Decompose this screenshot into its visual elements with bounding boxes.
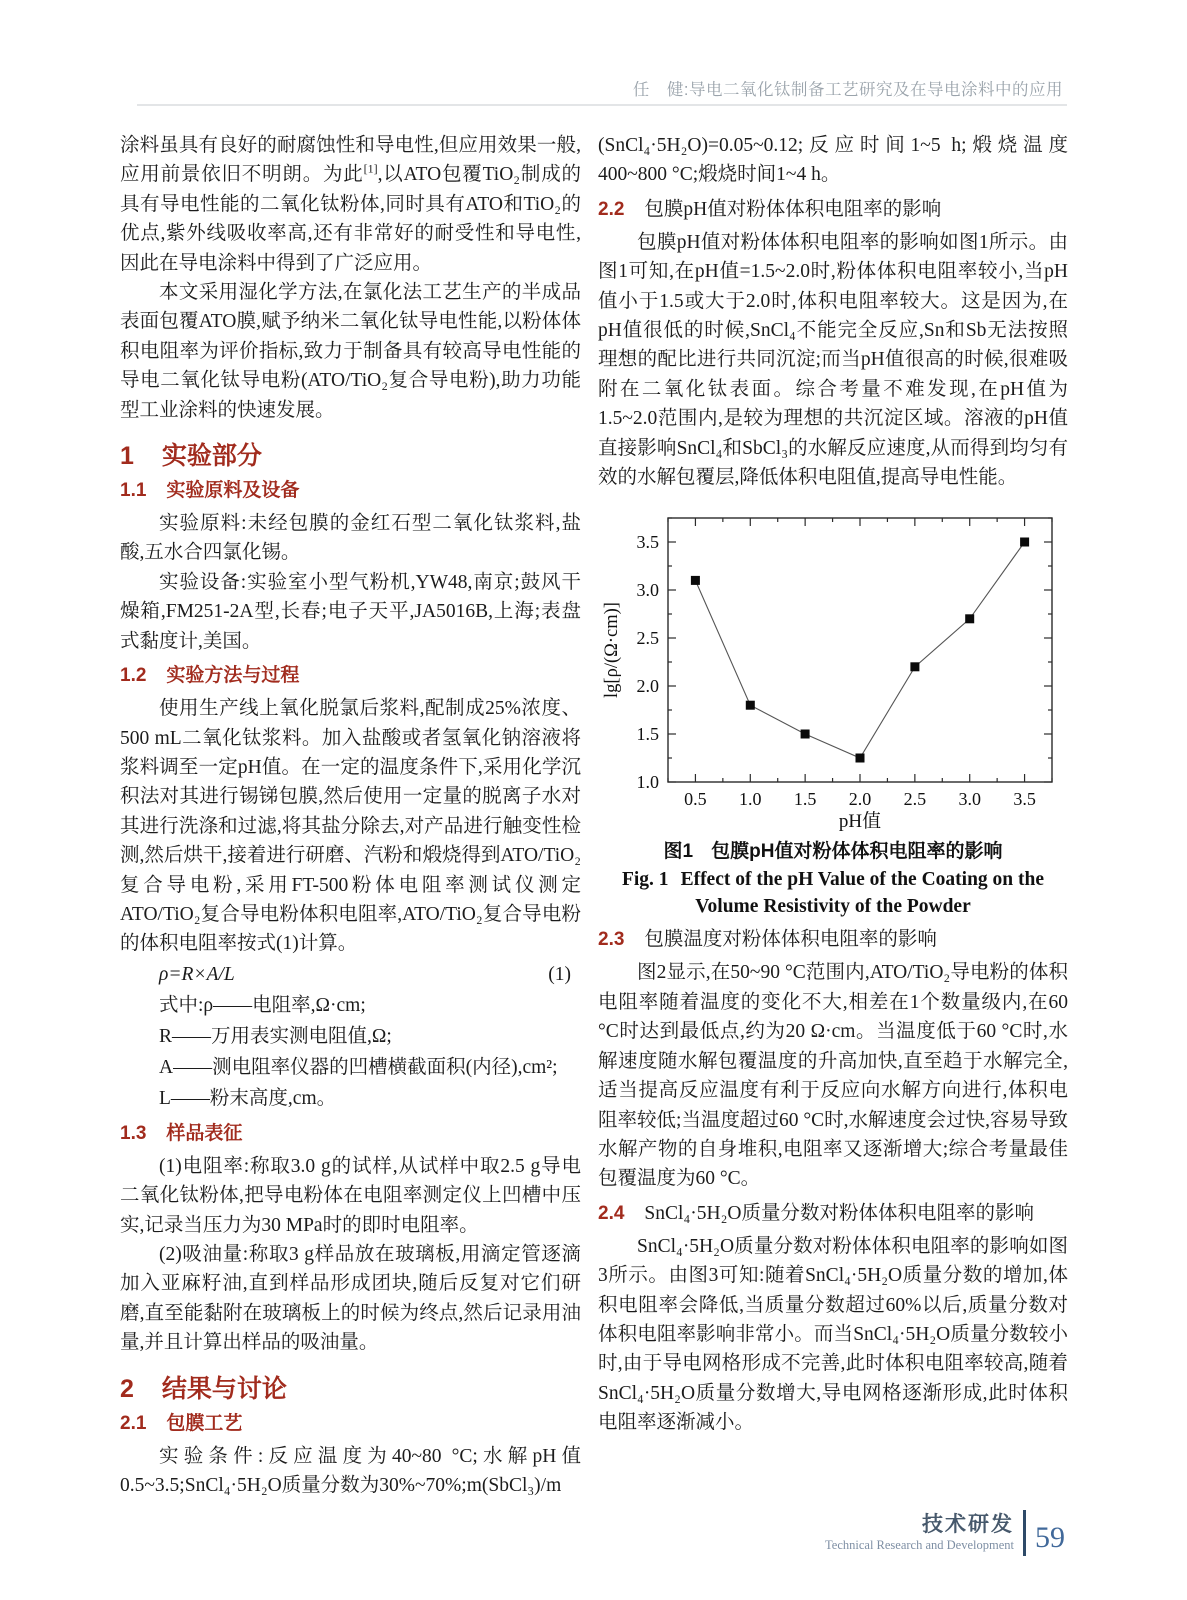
figure-1 [598,504,1068,920]
paragraph: 实验原料:未经包膜的金红石型二氧化钛浆料,盐酸,五水合四氯化锡。 [120,513,581,564]
running-title: 任 健:导电二氧化钛制备工艺研究及在导电涂料中的应用 [632,81,1063,99]
paragraph: 使用生产线上氧化脱氯后浆料,配制成25%浓度、500 mL二氧化钛浆料。加入盐酸或者氢氧化钠溶液将浆料调至一定pH值。在一定的温度条件下,采用化学沉积法对其进行锡锑包膜,然后使用一定量的脱离子水对其进行洗涤和过滤,将其盐分除去,对产品进行触变性检测,然后烘干,接着进行研磨、汽粉和煅烧得到ATO/TiO₂复合导电粉,采用FT-500粉体电阻率测试仪测定ATO/TiO₂复合导电粉体积电阻率,ATO/TiO₂复合导电粉的体积电阻率按式(1)计算。 [120,698,581,955]
svg-text:2.0: 2.0 [636,676,659,697]
section-title: 实验部分 [161,442,262,471]
header-rule [137,104,1067,106]
svg-text:1.0: 1.0 [636,772,659,793]
svg-text:1.5: 1.5 [636,724,659,745]
svg-text:lg[ρ/(Ω·cm)]: lg[ρ/(Ω·cm)] [602,602,622,699]
equation-where-a: A——测电阻率仪器的凹槽横截面积(内径),cm²; [159,1056,558,1078]
intro-paragraph-1 [120,131,581,278]
section-number: 2.4 [598,1202,625,1224]
equation-1 [120,959,581,990]
section-1-2-heading [120,663,581,689]
left-column [120,131,581,1500]
intro-p1-text: 涂料虽具有良好的耐腐蚀性和导电性,但应用效果一般,应用前景依旧不明朗。为此 [120,135,581,186]
svg-text:3.0: 3.0 [636,580,659,601]
intro-paragraph-2: 本文采用湿化学方法,在氯化法工艺生产的半成品表面包覆ATO膜,赋予纳米二氧化钛导电性能,以粉体体积电阻率为评价指标,致力于制备具有较高导电性能的导电二氧化钛导电粉(ATO/TiO₂复合导电粉),助力功能型工业涂料的快速发展。 [120,282,581,421]
footer-label-en: Technical Research and Development [825,1538,1014,1552]
section-title: 实验原料及设备 [166,480,300,502]
section-title: SnCl₄·5H₂O质量分数对粉体体积电阻率的影响 [644,1202,1034,1224]
svg-text:2.0: 2.0 [848,789,872,810]
paragraph: (1)电阻率:称取3.0 g的试样,从试样中取2.5 g导电二氧化钛粉体,把导电粉体在电阻率测定仪上凹槽中压实,记录当压力为30 MPa时的即时电阻率。 [120,1155,581,1236]
paragraph: 图2显示,在50~90 °C范围内,ATO/TiO₂导电粉的体积电阻率随着温度的变化不大,相差在1个数量级内,在60 °C时达到最低点,约为20 Ω·cm。当温度低于60 °C时,水解速度随水解包覆温度的升高加快,直至趋于水解完全,适当提高反应温度有利于反应向水解方向进行,体积电阻率较低;当温度超过60 °C时,水解速度会过快,容易导致水解产物的自身堆积,电阻率又逐渐增大;综合考量最佳包覆温度为60 °C。 [598,962,1068,1190]
equation-where-rho: 式中:ρ——电阻率,Ω·cm; [159,994,366,1016]
figure-label: Fig. 1 [621,869,669,891]
section-number: 1.3 [120,1122,147,1144]
svg-text:1.0: 1.0 [739,789,762,810]
page-number: 59 [1035,1521,1065,1554]
page-content [120,131,1068,1500]
svg-text:2.5: 2.5 [903,789,927,810]
section-title: 包膜温度对粉体体积电阻率的影响 [644,929,937,951]
section-2-4-heading [598,1201,1068,1227]
section-number: 2 [120,1374,134,1403]
section-number: 2.3 [598,929,625,951]
figure1-caption-zh [598,836,1068,863]
figure-label: 图1 [663,841,694,863]
paragraph: SnCl₄·5H₂O质量分数对粉体体积电阻率的影响如图3所示。由图3可知:随着SnCl₄·5H₂O质量分数的增加,体积电阻率会降低,当质量分数超过60%以后,质量分数对体积电阻率影响非常小。而当SnCl₄·5H₂O质量分数较小时,由于导电网格形成不完善,此时体积电阻率较高,随着SnCl₄·5H₂O质量分数增大,导电网格逐渐形成,此时体积电阻率逐渐减小。 [598,1235,1068,1434]
section-number: 1.1 [120,480,147,502]
section-title: 样品表征 [166,1122,243,1144]
paragraph: (2)吸油量:称取3 g样品放在玻璃板,用滴定管逐滴加入亚麻籽油,直到样品形成团块,随后反复对它们研磨,直至能黏附在玻璃板上的时候为终点,然后记录用油量,并且计算出样品的吸油量。 [120,1243,581,1354]
section-title: 实验方法与过程 [166,665,300,687]
section-2-heading [120,1374,581,1404]
svg-text:2.5: 2.5 [636,628,659,649]
equation-tag: (1) [548,963,571,985]
equation-expression: ρ=R×A/L [159,963,235,985]
section-2-2-heading [598,197,1068,223]
svg-text:1.5: 1.5 [793,789,817,810]
figure-caption-text: 包膜pH值对粉体体积电阻率的影响 [711,841,1003,863]
svg-text:3.5: 3.5 [636,532,659,553]
paragraph: 实验条件:反应温度为40~80 °C;水解pH值0.5~3.5;SnCl₄·5H₂O质量分数为30%~70%;m(SbCl₃)/m [120,1445,581,1496]
svg-text:3.5: 3.5 [1013,789,1036,810]
section-number: 1 [120,442,134,471]
footer-divider-bar [1023,1510,1026,1556]
section-number: 1.2 [120,665,147,687]
footer-label-zh: 技术研发 [922,1513,1014,1536]
citation-superscript: [1] [363,161,378,176]
figure1-chart [598,504,1068,834]
svg-text:3.0: 3.0 [958,789,981,810]
right-column [598,131,1068,1500]
section-number: 2.2 [598,198,625,220]
section-1-1-heading [120,478,581,504]
page-footer [825,1510,1065,1556]
section-1-3-heading [120,1121,581,1147]
section-2-1-heading [120,1411,581,1437]
paragraph: 包膜pH值对粉体体积电阻率的影响如图1所示。由图1可知,在pH值=1.5~2.0时,粉体体积电阻率较小,当pH值小于1.5或大于2.0时,体积电阻率较大。这是因为,在pH值很低的时候,SnCl₄不能完全反应,Sn和Sb无法按照理想的配比进行共同沉淀;而当pH值很高的时候,很难吸附在二氧化钛表面。综合考量不难发现,在pH值为1.5~2.0范围内,是较为理想的共沉淀区域。溶液的pH值直接影响SnCl₄和SbCl₃的水解反应速度,从而得到均匀有效的水解包覆层,降低体积电阻值,提高导电性能。 [598,231,1068,489]
figure1-caption-en [613,866,1053,920]
svg-text:0.5: 0.5 [684,789,707,810]
section-title: 结果与讨论 [161,1374,287,1403]
section-title: 包膜pH值对粉体体积电阻率的影响 [644,198,942,220]
figure-caption-text: Effect of the pH Value of the Coating on the Volume Resistivity of the Powder [680,869,1045,918]
equation-where-l: L——粉末高度,cm。 [159,1087,337,1109]
continued-paragraph: (SnCl₄·5H₂O)=0.05~0.12;反应时间1~5 h;煅烧温度400~800 °C;煅烧时间1~4 h。 [598,135,1068,186]
intro-p1-text-cont: ,以ATO包覆TiO₂制成的具有导电性能的二氧化钛粉体,同时具有ATO和TiO₂的优点,紫外线吸收率高,还有非常好的耐受性和导电性,因此在导电涂料中得到了广泛应用。 [120,164,581,274]
svg-text:pH值: pH值 [838,811,882,833]
footer-section-label [825,1513,1014,1553]
paragraph: 实验设备:实验室小型气粉机,YW48,南京;鼓风干燥箱,FM251-2A型,长春;电子天平,JA5016B,上海;表盘式黏度计,美国。 [120,571,581,652]
section-number: 2.1 [120,1412,147,1434]
section-1-heading [120,441,581,471]
running-header [137,76,1063,100]
section-2-3-heading [598,927,1068,953]
section-title: 包膜工艺 [166,1412,243,1434]
equation-where-r: R——万用表实测电阻值,Ω; [159,1025,392,1047]
